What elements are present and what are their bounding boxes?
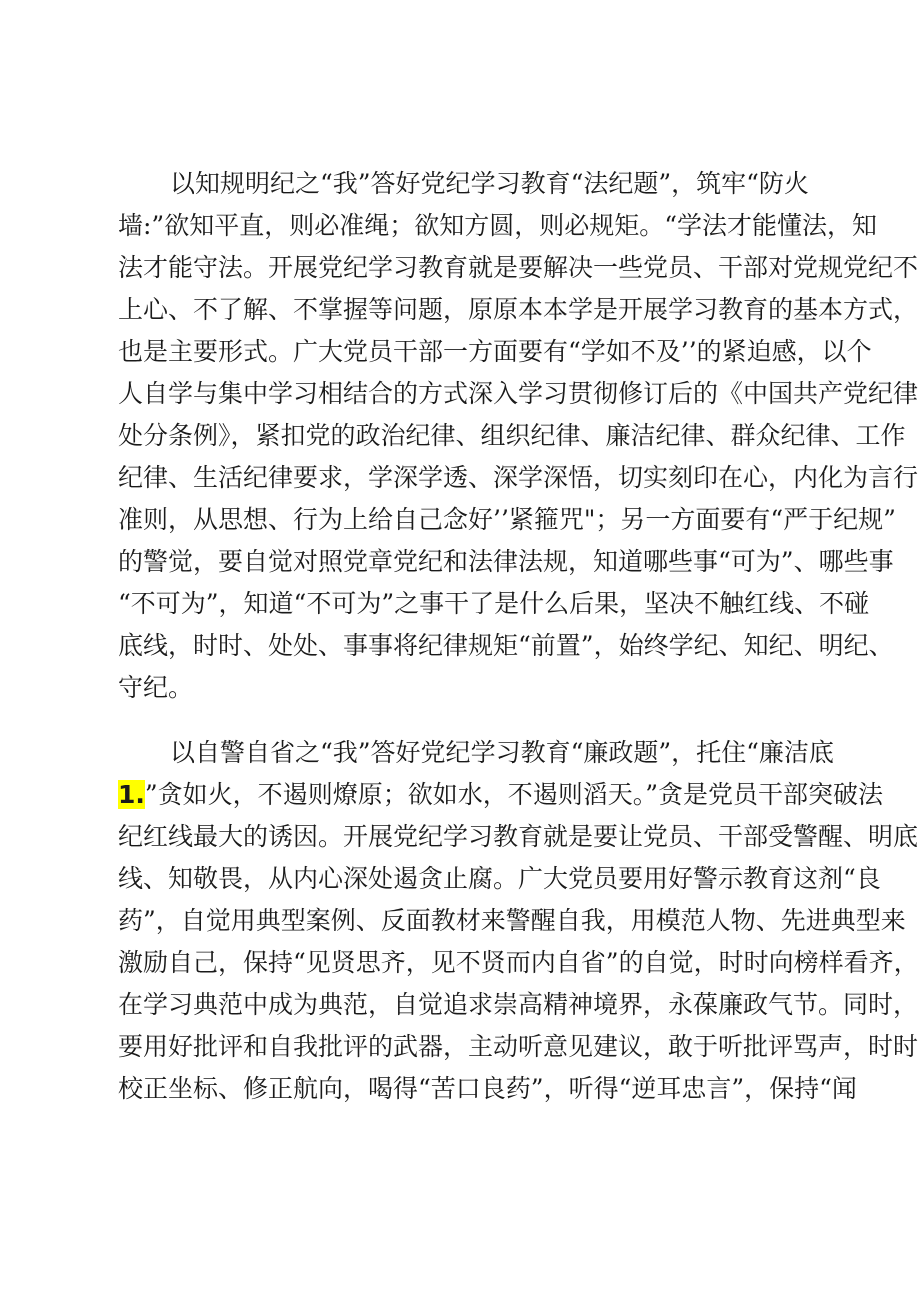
paragraph-line: 以知规明纪之“我”答好党纪学习教育“法纪题”，筑牢“防火 [170,169,809,198]
paragraph-line: 线、知敬畏，从内心深处遏贪止腐。广大党员要用好警示教育这剂“良 [118,864,881,893]
paragraph-line: 要用好批评和自我批评的武器，主动听意见建议，敢于听批评骂声，时时 [118,1032,919,1061]
paragraph-line: 人自学与集中学习相结合的方式深入学习贯彻修订后的《中国共产党纪律 [118,379,919,408]
paragraph-line: 纪律、生活纪律要求，学深学透、深学深悟，切实刻印在心，内化为言行 [118,463,919,492]
paragraph-line: 上心、不了解、不掌握等问题，原原本本学是开展学习教育的基本方式， [118,295,919,324]
paragraph-line: 在学习典范中成为典范，自觉追求崇高精神境界，永葆廉政气节。同时， [118,990,919,1019]
paragraph-line: 激励自己，保持“见贤思齐，见不贤而内自省”的自觉，时时向榜样看齐， [118,948,919,977]
paragraph-line: 准则，从思想、行为上给自己念好’’紧箍咒"；另一方面要有“严于纪规” [118,505,896,534]
paragraph-line: 纪红线最大的诱因。开展党纪学习教育就是要让党员、干部受警醒、明底 [118,822,919,851]
paragraph-line: “不可为”，知道“不可为”之事干了是什么后果，坚决不触红线、不碰 [118,589,870,618]
paragraph-line: 处分条例》，紧扣党的政治纪律、组织纪律、廉洁纪律、群众纪律、工作 [118,421,906,450]
paragraph-line-with-marker [118,774,883,816]
paragraph-line: 守纪。 [118,673,194,702]
paragraph-line: 法才能守法。开展党纪学习教育就是要解决一些党员、干部对党规党纪不 [118,253,919,282]
paragraph-line: 墙:”欲知平直，则必准绳；欲知方圆，则必规矩。“学法才能懂法，知 [118,211,877,240]
paragraph-line: 药”，自觉用典型案例、反面教材来警醒自我，用模范人物、先进典型来 [118,906,906,935]
paragraph-line: 以自警自省之“我”答好党纪学习教育“廉政题”，托住“廉洁底 [170,738,834,767]
paragraph-line: 底线，时时、处处、事事将纪律规矩“前置”，始终学纪、知纪、明纪、 [118,631,894,660]
paragraph-line: 的警觉，要自觉对照党章党纪和法律法规，知道哪些事“可为”、哪些事 [118,547,894,576]
paragraph-line: 校正坐标、修正航向，喝得“苦口良药”，听得“逆耳忠言”，保持“闻 [118,1074,857,1103]
paragraph-1 [118,163,919,709]
paragraph-2 [118,732,919,1110]
paragraph-line-rest: ”贪如火，不遏则燎原；欲如水，不遏则滔天。”贪是党员干部突破法 [144,780,883,809]
list-marker-highlight: 1. [118,780,145,809]
paragraph-line: 也是主要形式。广大党员干部一方面要有“学如不及’’的紧迫感，以个 [118,337,872,366]
